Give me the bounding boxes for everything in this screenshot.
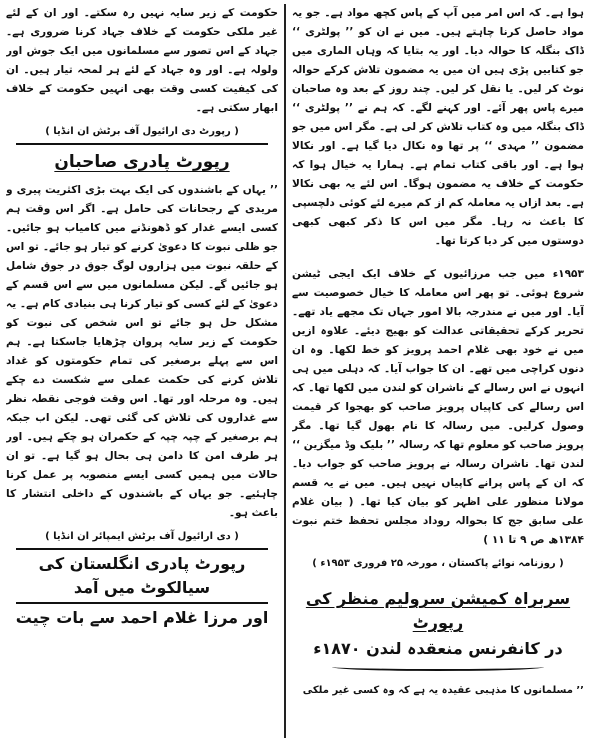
left-heading-2: رپورٹ پادری انگلستان کی سیالکوٹ میں آمد: [38, 554, 246, 597]
left-source-citation-2: ( دی ارائیول آف برٹش ایمپائر ان انڈیا ): [45, 531, 239, 542]
ornamental-rule: [332, 663, 544, 671]
left-column: [6, 4, 278, 632]
right-heading-line-2: در کانفرنس منعقدہ لندن ۱۸۷۰ء: [313, 639, 563, 658]
section-rule-3: [16, 602, 268, 604]
right-quote: ’’ مسلمانوں کا مذہبی عقیدہ یہ ہے کہ وہ کسی غیر ملکی: [302, 685, 584, 696]
left-paragraph-1: حکومت کے زیر سایہ نہیں رہ سکتے۔ اور ان کے لئے غیر ملکی حکومت کے خلاف جہاد کرنا ضروری ہے۔ جہاد کے اس تصور سے مسلمانوں میں ایک جوش اور ولولہ ہے۔ اور وہ جہاد کے لئے ہر لمحہ تیار ہیں۔ ان کی کیفیت کسی وقت بھی انہیں حکومت کے خلاف ابھار سکتی ہے۔: [6, 7, 278, 114]
paragraph-spacer: [292, 251, 584, 259]
right-paragraph-2: ۱۹۵۳ء میں جب مرزائیوں کے خلاف ایک ایجی ٹیشن شروع ہوئی۔ تو پھر اس معاملہ کا خیال خصوصیت سے آیا۔ اور میں نے مندرجہ بالا امور جہاں تک مجھے یاد تھے۔ تحریر کرکے تحقیقاتی عدالت کو بھیج دیئے۔ علاوہ ازیں میں نے خود بھی غلام احمد پرویز کو خط لکھا۔ وہ ان دنوں کراچی میں تھے۔ ان کا جواب آیا۔ کہ دہلی میں ہی انہوں نے اس رسالے کے ناشران کو لندن میں لکھا تھا۔ کہ اس رسالے کی کاپیاں پرویز صاحب کو بھجوا کر قیمت وصول کرلیں۔ میں رسالہ کا نام بھول گیا تھا۔ مگر پرویز صاحب کو معلوم تھا کہ رسالہ ’’ بلیک وڈ میگزین ‘‘ لندن تھا۔ ناشران رسالہ نے پرویز صاحب کو جواب دیا۔ کہ ان کے پاس پرانے کاپیاں نہیں ہیں۔ میں نے یہ قسم مولانا منظور علی اظہر کو بیان کیا تھا۔ ( بیان غلام علی سابق جج کا بحوالہ روداد مجلس تحفظ ختم نبوت ۱۳۸۴ھ ص ۹ تا ۱۱ ): [292, 268, 584, 546]
right-column: [292, 4, 584, 700]
left-paragraph-2: ’’ یہاں کے باشندوں کی ایک بہت بڑی اکثریت پیری و مریدی کے رجحانات کی حامل ہے۔ اگر اس وقت ہم کسی ایسے غدار کو ڈھونڈنے میں کامیاب ہو جائیں۔ جو ظلی نبوت کا دعویٰ کرنے کو تیار ہو جائے۔ تو اس کے حلقہ نبوت میں ہزاروں لوگ جوق در جوق شامل ہو جائیں گے۔ لیکن مسلمانوں میں سے اس قسم کے دعویٰ کے لئے کسی کو تیار کرنا ہی بنیادی کام ہے۔ یہ مشکل حل ہو جائے تو اس شخص کی نبوت کو حکومت کے زیر سایہ پروان چڑھایا جاسکتا ہے۔ ہم اس سے پہلے برصغیر کی تمام حکومتوں کو غداد تلاش کرنے کی حکمت عملی سے شکست دے چکے ہیں۔ وہ مرحلہ اور تھا۔ اس وقت فوجی نقطہ نظر سے غداروں کی تلاش کی گئی تھی۔ لیکن اب جبکہ ہم برصغیر کے چپہ چپہ کے حکمران ہو چکے ہیں۔ اور ہر طرف امن کا دامن ہی بحال ہو گیا ہے۔ تو ان حالات میں ہمیں کسی ایسے منصوبہ پر عمل کرنا چاہئیے۔ جو یہاں کے باشندوں کے داخلی انتشار کا باعث ہو۔: [6, 184, 278, 519]
left-heading: رپورٹ پادری صاحبان: [54, 152, 230, 172]
section-rule: [16, 143, 268, 145]
column-divider: [284, 4, 286, 738]
right-paragraph-1: ہوا ہے۔ کہ اس امر میں آپ کے پاس کچھ مواد ہے۔ جو یہ مواد حاصل کرنا چاہتے ہیں۔ میں نے ان کو ’’ پولٹری ‘‘ ڈاک بنگلہ کا حوالہ دیا۔ اور یہ بتایا کہ وہاں الماری میں جو کتابیں پڑی ہیں ان میں یہ مضمون تلاش کرکے حوالہ نوٹ کر لیں۔ یا نقل کر لیں۔ چند روز کے بعد وہ صاحبان میرے پاس پھر آئے۔ اور کہنے لگے۔ کہ ہم نے ’’ پولٹری ‘‘ ڈاک بنگلہ میں وہ کتاب تلاش کر لی ہے۔ مگر اس میں جو مضمون ’’ مہدی ‘‘ پر تھا وہ نکال دیا گیا ہے۔ اور نکالا ہوا ہے۔ اور باقی کتاب تمام ہے۔ ہمارا یہ خیال ہوا کہ حکومت کے خلاف یہ مضمون ہوگا۔ اس لئے یہ بھی نکالا ہے۔ بعد ازاں یہ معاملہ کم از کم میرے لئے کوئی دلچسپی کا باعث نہ رہا۔ مگر میں اس کا ذکر کبھی کبھی دوستوں میں کر دیا کرتا تھا۔: [292, 7, 584, 247]
right-source-citation: ( روزنامہ نوائے پاکستان ، مورخہ ۲۵ فروری ۱۹۵۳ء ): [312, 558, 564, 569]
right-heading-line-1: سربراہ کمیشن سرولیم منظر کی رپورٹ: [305, 589, 571, 632]
section-rule-2: [16, 548, 268, 550]
left-heading-3: اور مرزا غلام احمد سے بات چیت: [15, 608, 269, 627]
left-source-citation-1: ( رپورٹ دی ارائیول آف برٹش ان انڈیا ): [45, 126, 239, 137]
